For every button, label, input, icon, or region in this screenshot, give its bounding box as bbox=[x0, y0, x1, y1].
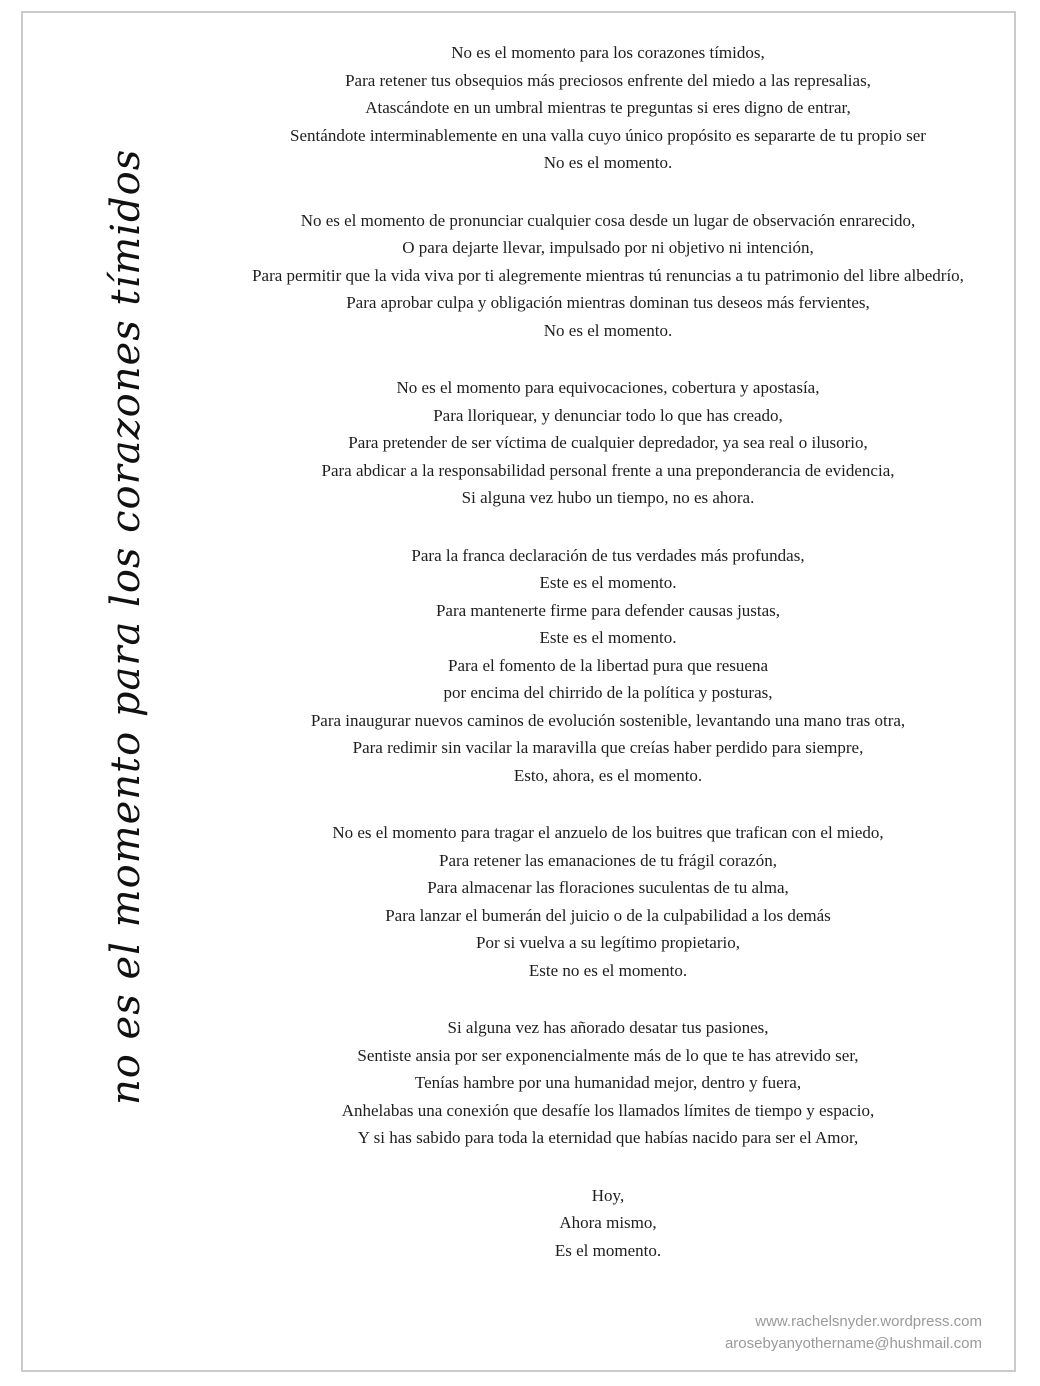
stanza bbox=[200, 1014, 1016, 1152]
poem-line: Para la franca declaración de tus verdades más profundas, bbox=[411, 545, 805, 565]
poem-line: O para dejarte llevar, impulsado por ni objetivo ni intención, bbox=[402, 238, 814, 257]
poem-line: Sentándote interminablemente en una valla cuyo único propósito es separarte de tu propio ser bbox=[290, 125, 926, 145]
poem-line: Este no es el momento. bbox=[528, 960, 688, 980]
poem-line: Para aprobar culpa y obligación mientras dominan tus deseos más fervientes, bbox=[346, 293, 870, 312]
vertical-title: no es el momento para los corazones tímidos bbox=[103, 148, 149, 1105]
poem-line: Para almacenar las floraciones suculentas de tu alma, bbox=[427, 878, 789, 897]
stanza bbox=[200, 39, 1016, 177]
stanza bbox=[200, 207, 1016, 345]
poem-line: Para redimir sin vacilar la maravilla que creías haber perdido para siempre, bbox=[352, 738, 864, 757]
poem-line: Este es el momento. bbox=[539, 628, 677, 647]
poem-line: Atascándote en un umbral mientras te preguntas si eres digno de entrar, bbox=[365, 98, 851, 117]
poem-line: Para mantenerte firme para defender causas justas, bbox=[435, 600, 781, 620]
poem-line: Hoy, bbox=[591, 1185, 625, 1205]
poem-line: Ahora mismo, bbox=[559, 1213, 657, 1232]
poem-line: Para retener tus obsequios más preciosos enfrente del miedo a las represalias, bbox=[345, 70, 871, 90]
poem-line: No es el momento. bbox=[543, 320, 673, 340]
stanza bbox=[200, 542, 1016, 790]
poem-line: Este es el momento. bbox=[539, 573, 677, 592]
footer-email: arosebyanyothername@hushmail.com bbox=[724, 1334, 982, 1352]
poem-line: Esto, ahora, es el momento. bbox=[513, 765, 703, 785]
poem-line: No es el momento de pronunciar cualquier cosa desde un lugar de observación enrarecido, bbox=[300, 210, 916, 230]
poem-line: No es el momento. bbox=[543, 153, 673, 172]
poem-line: Y si has sabido para toda la eternidad que habías nacido para ser el Amor, bbox=[357, 1128, 859, 1147]
poem-line: Para lloriquear, y denunciar todo lo que has creado, bbox=[433, 405, 783, 425]
poem-line: Es el momento. bbox=[554, 1240, 662, 1260]
stanza bbox=[200, 819, 1016, 984]
poem-line: Anhelabas una conexión que desafíe los llamados límites de tiempo y espacio, bbox=[341, 1100, 875, 1120]
poem-line: Sentiste ansia por ser exponencialmente más de lo que te has atrevido ser, bbox=[357, 1045, 859, 1065]
poem-line: No es el momento para tragar el anzuelo de los buitres que trafican con el miedo, bbox=[332, 823, 884, 842]
poem-line: Si alguna vez has añorado desatar tus pasiones, bbox=[447, 1018, 769, 1037]
poem-line: Para permitir que la vida viva por ti alegremente mientras tú renuncias a tu patrimonio del libre albedrío, bbox=[252, 265, 964, 285]
poem-line: Para pretender de ser víctima de cualquier depredador, ya sea real o ilusorio, bbox=[348, 433, 868, 452]
poem-line: Para lanzar el bumerán del juicio o de la culpabilidad a los demás bbox=[385, 905, 831, 925]
poem-line: No es el momento para equivocaciones, cobertura y apostasía, bbox=[396, 378, 820, 397]
poem-line: Para abdicar a la responsabilidad personal frente a una preponderancia de evidencia, bbox=[321, 460, 895, 480]
poem-line: Por si vuelva a su legítimo propietario, bbox=[476, 933, 740, 952]
poem-line: Para inaugurar nuevos caminos de evolución sostenible, levantando una mano tras otra, bbox=[310, 710, 906, 730]
stanza bbox=[200, 1182, 1016, 1265]
poem-line: Si alguna vez hubo un tiempo, no es ahora. bbox=[461, 488, 755, 507]
stanza bbox=[200, 374, 1016, 512]
footer-website: www.rachelsnyder.wordpress.com bbox=[755, 1313, 982, 1330]
poem-line: Para el fomento de la libertad pura que resuena bbox=[447, 655, 769, 675]
poem-line: Para retener las emanaciones de tu frágil corazón, bbox=[439, 850, 777, 870]
poem bbox=[200, 39, 1016, 1264]
footer bbox=[725, 1311, 982, 1354]
poem-line: No es el momento para los corazones tímidos, bbox=[451, 43, 765, 62]
poem-line: por encima del chirrido de la política y posturas, bbox=[443, 683, 773, 702]
poem-line: Tenías hambre por una humanidad mejor, dentro y fuera, bbox=[414, 1073, 802, 1092]
